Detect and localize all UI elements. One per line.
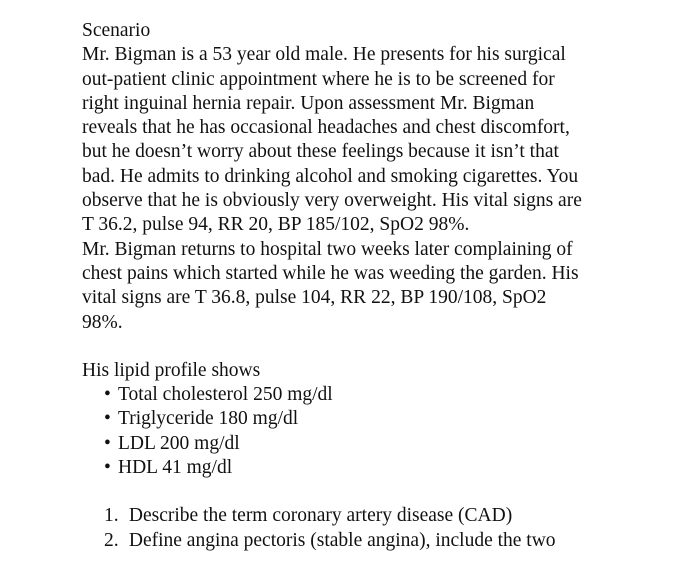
list-item: • LDL 200 mg/dl — [104, 432, 642, 456]
scenario-paragraph — [82, 43, 642, 335]
scenario-line: out-patient clinic appointment where he is to be screened for — [82, 68, 555, 90]
question-number: 2. — [104, 529, 119, 551]
scenario-line: chest pains which started while he was weeding the garden. His — [82, 262, 579, 284]
question-text: Describe the term coronary artery disease (CAD) — [128, 505, 513, 527]
question-list — [82, 504, 642, 553]
scenario-heading: Scenario — [82, 20, 151, 41]
lipid-profile-list — [82, 383, 642, 480]
scenario-line: right inguinal hernia repair. Upon assessment Mr. Bigman — [82, 92, 535, 114]
question-item — [104, 529, 642, 553]
list-item: • Total cholesterol 250 mg/dl — [104, 383, 642, 407]
scenario-line: but he doesn’t worry about these feelings because it isn’t that — [82, 141, 559, 163]
scenario-line: reveals that he has occasional headaches and chest discomfort, — [82, 117, 570, 139]
document-body — [82, 19, 642, 553]
list-item: • HDL 41 mg/dl — [104, 456, 642, 480]
question-item — [104, 504, 642, 528]
scenario-line: 98%. — [82, 311, 123, 333]
scenario-line: observe that he is obviously very overweight. His vital signs are — [82, 190, 582, 212]
lipid-profile-intro: His lipid profile shows — [82, 359, 261, 381]
question-number: 1. — [104, 505, 119, 527]
scenario-line: Mr. Bigman returns to hospital two weeks later complaining of — [82, 238, 573, 260]
scenario-line: T 36.2, pulse 94, RR 20, BP 185/102, SpO2 98%. — [82, 214, 470, 236]
scenario-line: bad. He admits to drinking alcohol and smoking cigarettes. You — [82, 165, 579, 187]
question-text: Define angina pectoris (stable angina), include the two — [128, 529, 556, 551]
scenario-line: vital signs are T 36.8, pulse 104, RR 22, BP 190/108, SpO2 — [82, 287, 547, 309]
scenario-line: Mr. Bigman is a 53 year old male. He presents for his surgical — [82, 44, 566, 66]
list-item: • Triglyceride 180 mg/dl — [104, 407, 642, 431]
